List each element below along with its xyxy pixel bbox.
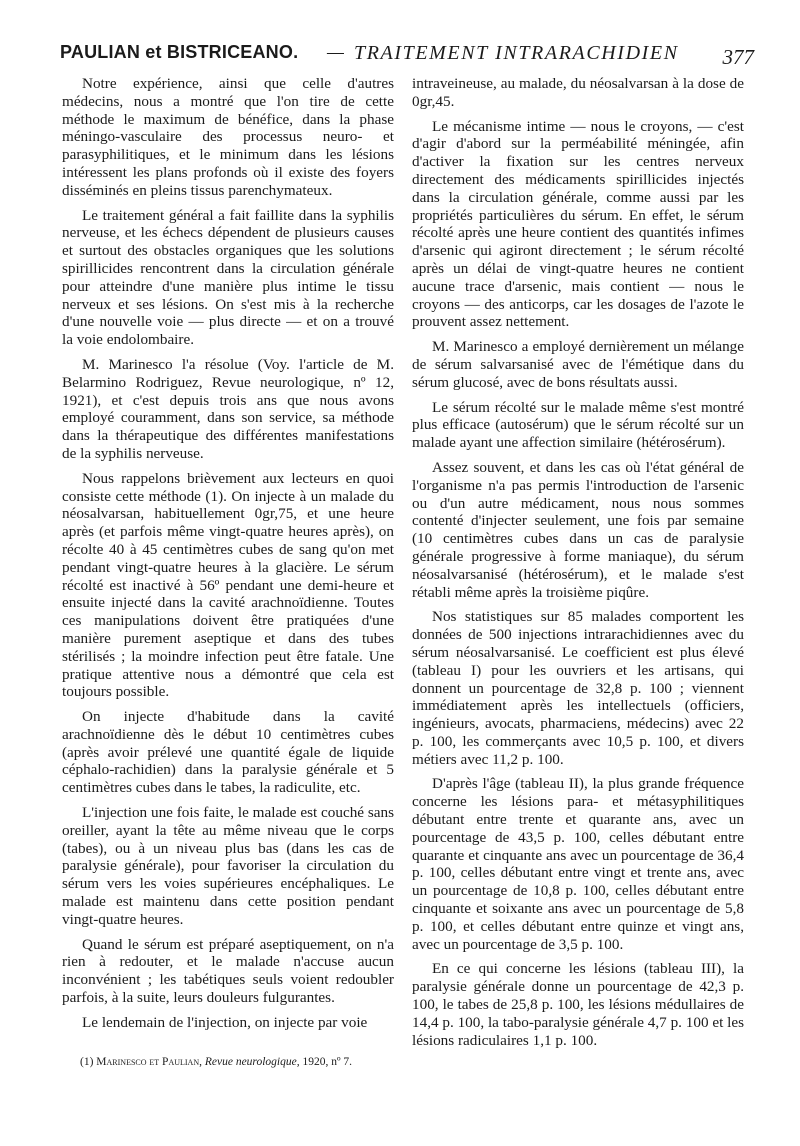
paragraph: Nous rappelons brièvement aux lecteurs en quoi consiste cette méthode (1). On injecte à un malade du néosalvarsan, habituellement 0gr,75, et une heure après (et parfois même vingt-quatre heures après), on récolte 40 à 45 centimètres cubes de sang qu'on met pendant vingt-quatre heures à la glacière. Le sérum récolté est inactivé à 56º pendant une demi-heure et ensuite injecté dans la cavité arachnoïdienne. Toutes ces manipulations doivent être pratiquées d'une manière purement aseptique et dans des tubes stérilisés ; la moindre infection peut être fatale. Une pratique attentive nous a démontré que cela est toujours possible. <box>62 469 394 701</box>
paragraph: Le sérum récolté sur le malade même s'est montré plus efficace (autosérum) que le sérum récolté sur un malade ayant une affection similaire (hétérosérum). <box>412 398 744 452</box>
paragraph: On injecte d'habitude dans la cavité arachnoïdienne dès le début 10 centimètres cubes (après avoir prélevé une quantité égale de liquide céphalo-rachidien) dans la paralysie générale et 5 centimètres cubes dans le tabes, la radiculite, etc. <box>62 708 394 797</box>
paragraph: intraveineuse, au malade, du néosalvarsan à la dose de 0gr,45. <box>412 75 744 110</box>
paragraph: L'injection une fois faite, le malade est couché sans oreiller, ayant la tête au même niveau que le corps (tabes), ou à un niveau plus bas (dans les cas de paralysie générale), pour favoriser la circulation du sérum vers les voies supérieures encéphaliques. Le malade est maintenu dans cette position pendant vingt-quatre heures. <box>62 804 394 928</box>
footnote <box>80 1056 400 1068</box>
paragraph: M. Marinesco l'a résolue (Voy. l'article de M. Belarmino Rodriguez, Revue neurologique, nº 12, 1921), et c'est depuis trois ans que nous avons employé couramment, dans son service, sa méthode dans la thérapeutique des différentes manifestations de la syphilis nerveuse. <box>62 355 394 462</box>
left-column <box>62 75 394 1032</box>
paragraph: Notre expérience, ainsi que celle d'autres médecins, nous a montré que l'on tire de cette méthode le maximum de bénéfice, dans la phase méningo-vasculaire des processus neuro- et parasyphilitiques, et le minimum dans les lésions intéressent les plans profonds où il existe des foyers disséminés en pleins tissus parenchymateux. <box>62 75 394 199</box>
paragraph: Le lendemain de l'injection, on injecte par voie <box>82 1013 368 1031</box>
right-column <box>412 75 744 1049</box>
footnote-mark: (1) <box>80 1056 94 1068</box>
running-header <box>60 42 754 72</box>
header-title: TRAITEMENT INTRARACHIDIEN <box>354 42 679 64</box>
paragraph: En ce qui concerne les lésions (tableau III), la paralysie générale donne un pourcentage de 42,3 p. 100, le tabes de 25,8 p. 100, les lésions médullaires de 14,4 p. 100, la tabo-paralysie générale 4,7 p. 100 et les lésions radiculaires 1,1 p. 100. <box>412 960 744 1049</box>
paragraph: M. Marinesco a employé dernièrement un mélange de sérum salvarsanisé avec de l'émétique dans du sérum glucosé, avec de bons résultats aussi. <box>412 338 744 391</box>
header-dash: — <box>327 42 344 63</box>
footnote-authors: Marinesco et Paulian, <box>96 1056 202 1068</box>
paragraph: Le traitement général a fait faillite dans la syphilis nerveuse, et les échecs dépendent de plusieurs causes et surtout des obstacles organiques que les solutions spirillicides rencontrent dans la circulation générale pour atteindre d'une manière plus intime le tissu nerveux et ses lésions. On s'est mis à la recherche d'une nouvelle voie — plus directe — et on a trouvé la voie endolombaire. <box>62 206 394 349</box>
paragraph: Nos statistiques sur 85 malades comportent les données de 500 injections intrarachidiennes avec du sérum néosalvarsanisé. Le coefficient est plus élevé (tableau I) pour les ouvriers et les artisans, qui donnent un pourcentage de 32,8 p. 100 ; viennent immédiatement après les intellectuels (officiers, ingénieurs, avocats, pharmaciens, médecins) avec 22 p. 100, les commerçants avec 10,5 p. 100, et divers métiers avec 11,2 p. 100. <box>412 608 744 768</box>
paragraph: Assez souvent, et dans les cas où l'état général de l'organisme n'a pas permis l'introduction de l'arsenic ou d'un autre médicament, nous nous sommes contenté d'injecter seulement, une fois par semaine (10 centimètres cubes dans un cas de paralysie générale progressive à forme maniaque), du sérum néosalvarsanisé (hétérosérum), et le malade s'est rétabli même après la troisième piqûre. <box>412 458 744 601</box>
page-number: 377 <box>722 45 754 69</box>
paragraph: D'après l'âge (tableau II), la plus grande fréquence concerne les lésions para- et métasyphilitiques débutant entre trente et quarante ans, avec un pourcentage de 43,5 p. 100, celles débutant entre quarante et cinquante ans avec un pourcentage de 36,4 p. 100, celles débutant entre vingt et trente ans, avec un pourcentage de 10,8 p. 100, celles débutant entre cinquante et soixante ans avec un pourcentage de 5,8 p. 100, et celles débutant entre quinze et vingt ans, avec un pourcentage de 3,5 p. 100. <box>412 775 744 953</box>
paragraph: Quand le sérum est préparé aseptiquement, on n'a rien à redouter, et le malade n'accuse aucun inconvénient ; les tabétiques seuls voient redoubler parfois, à la suite, leurs douleurs fulgurantes. <box>62 935 394 1007</box>
footnote-details: 1920, nº 7. <box>302 1056 353 1068</box>
paragraph: Le mécanisme intime — nous le croyons, — c'est d'agir d'abord sur la perméabilité méningée, afin d'activer la fixation sur les centres nerveux directement des médicaments spirillicides injectés dans la circulation générale, comme aussi par les propriétés particulières du sérum. En effet, le sérum récolté après une heure contient des quantités infimes d'arsenic qui agiront directement ; le sérum récolté après un délai de vingt-quatre heures ne contient aucune trace d'arsenic, mais contient — nous le croyons — des anticorps, car les dosages de l'azote le prouvent assez nettement. <box>412 117 744 331</box>
footnote-journal: Revue neurologique, <box>204 1056 300 1068</box>
header-authors: PAULIAN et BISTRICEANO. <box>60 42 299 62</box>
